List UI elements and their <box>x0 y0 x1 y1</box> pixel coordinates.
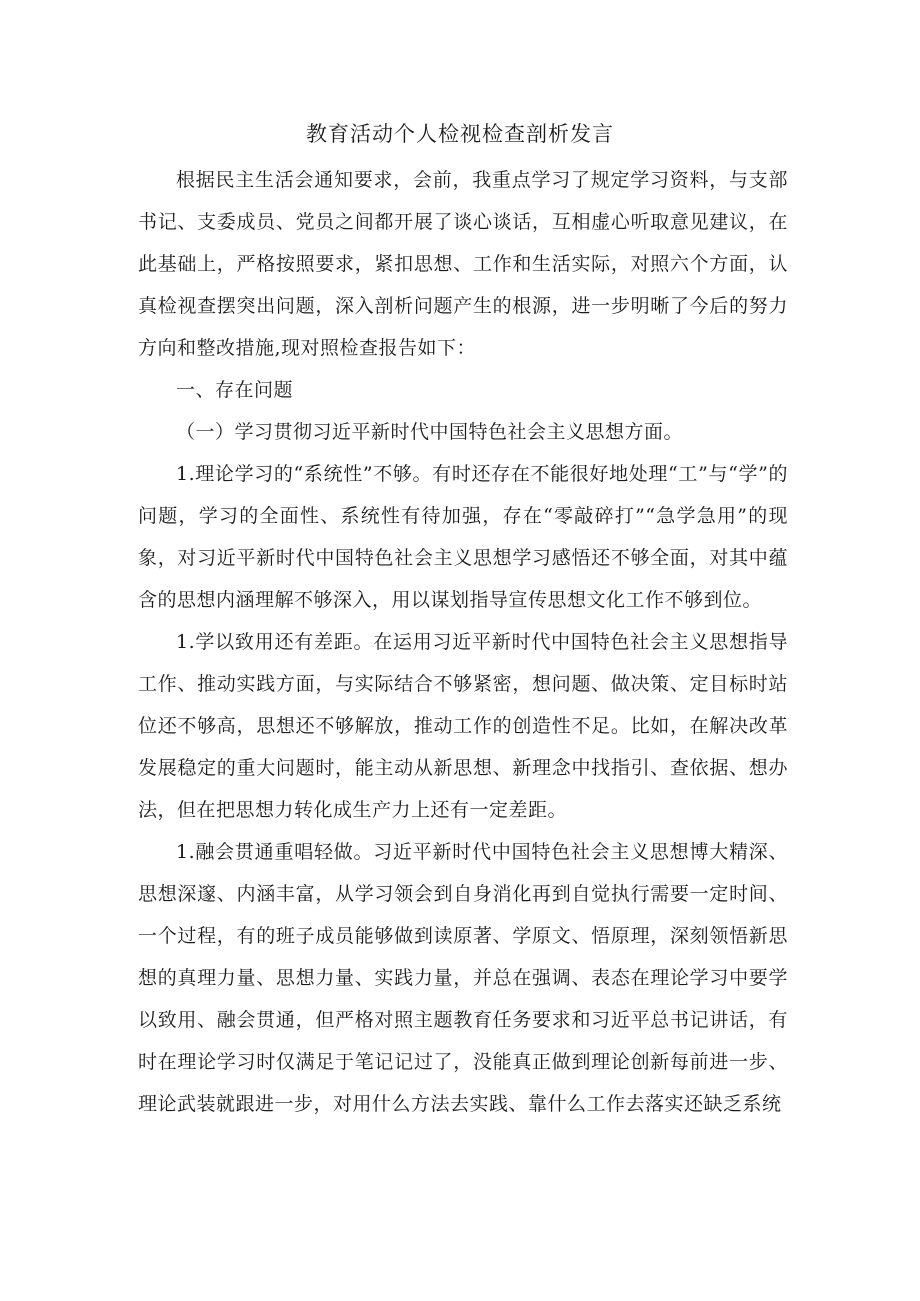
document-body <box>138 159 788 1125</box>
body-paragraph: 1.理论学习的“系统性”不够。有时还存在不能很好地处理“工”与“学”的问题，学习的全面性、系统性有待加强，存在“零敲碎打”“急学急用”的现象，对习近平新时代中国特色社会主义思想学习感悟还不够全面，对其中蕴含的思想内涵理解不够深入，用以谋划指导宣传思想文化工作不够到位。 <box>138 463 788 611</box>
document-title: 教育活动个人检视检查剖析发言 <box>306 122 614 146</box>
subsection-heading: （一）学习贯彻习近平新时代中国特色社会主义思想方面。 <box>176 421 684 443</box>
intro-paragraph: 根据民主生活会通知要求，会前，我重点学习了规定学习资料，与支部书记、支委成员、党员之间都开展了谈心谈话，互相虚心听取意见建议，在此基础上，严格按照要求，紧扣思想、工作和生活实际，对照六个方面，认真检视查摆突出问题，深入剖析问题产生的根源，进一步明晰了今后的努力方向和整改措施,现对照检查报告如下： <box>138 169 788 359</box>
body-paragraph: 1.融会贯通重唱轻做。习近平新时代中国特色社会主义思想博大精深、思想深邃、内涵丰富，从学习领会到自身消化再到自觉执行需要一定时间、一个过程，有的班子成员能够做到读原著、学原文、悟原理，深刻领悟新思想的真理力量、思想力量、实践力量，并总在强调、表态在理论学习中要学以致用、融会贯通，但严格对照主题教育任务要求和习近平总书记讲话，有时在理论学习时仅满足于笔记记过了，没能真正做到理论创新每前进一步、理论武装就跟进一步，对用什么方法去实践、靠什么工作去落实还缺乏系统 <box>138 841 788 1115</box>
body-paragraph: 1.学以致用还有差距。在运用习近平新时代中国特色社会主义思想指导工作、推动实践方面，与实际结合不够紧密，想问题、做决策、定目标时站位还不够高，思想还不够解放，推动工作的创造性不足。比如，在解决改革发展稳定的重大问题时，能主动从新思想、新理念中找指引、查依据、想办法，但在把思想力转化成生产力上还有一定差距。 <box>138 631 788 821</box>
section-heading: 一、存在问题 <box>176 379 294 401</box>
